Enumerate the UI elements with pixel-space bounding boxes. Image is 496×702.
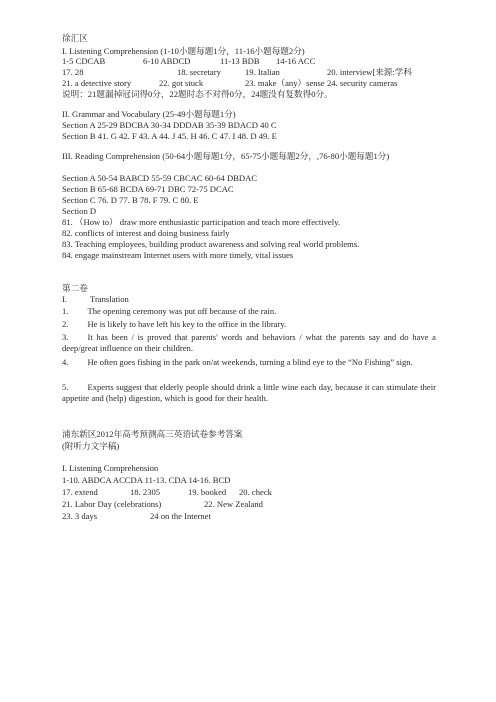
answer-item: 21. a detective story xyxy=(62,78,132,88)
answer-item: 23. 3 days xyxy=(62,511,98,521)
answer-item: 18. 2305 xyxy=(130,487,161,497)
section-number: I. xyxy=(62,294,68,304)
listening-answers-pudong: 1-10. ABDCA ACCDA 11-13. CDA 14-16. BCD xyxy=(62,475,231,485)
answer-group: 11-13 BDB xyxy=(220,56,260,66)
translation-item-5 xyxy=(62,382,436,404)
answer-item: 22. got stuck xyxy=(159,78,204,88)
answer-group: 1-5 CDCAB xyxy=(62,56,106,66)
answer-84: 84. engage mainstream Internet users with more timely, vital issues xyxy=(62,250,294,260)
reading-section-a: Section A 50-54 BABCD 55-59 CBCAC 60-64 DBDAC xyxy=(62,173,258,183)
listening-title: I. Listening Comprehension (1-10小题每题1分，11-16小题每题2分) xyxy=(62,46,305,56)
item-number: 5. xyxy=(62,382,69,392)
item-text: He is likely to have left his key to the office in the library. xyxy=(87,319,287,329)
answer-group: 6-10 ABDCD xyxy=(143,56,191,66)
translation-item-1 xyxy=(62,306,276,316)
transcript-subheading: (附听力文字稿) xyxy=(62,441,120,451)
district-heading-pudong: 浦东新区2012年高考预测高三英语试卷参考答案 xyxy=(62,429,243,439)
answer-82: 82. conflicts of interest and doing business fairly xyxy=(62,228,230,238)
answer-81: 81. （How to） draw more enthusiastic participation and teach more effectively. xyxy=(62,217,341,227)
reading-title: III. Reading Comprehension (50-64小题每题1分，65-75小题每题2分，,76-80小题每题1分) xyxy=(62,151,390,161)
answer-item: 18. secretary xyxy=(177,67,221,77)
translation-item-3 xyxy=(62,332,436,354)
volume-two-heading: 第二卷 xyxy=(62,283,88,293)
reading-section-c: Section C 76. D 77. B 78. F 79. C 80. E xyxy=(62,195,199,205)
reading-section-d: Section D xyxy=(62,206,97,216)
item-text: It has been / is proved that parents' words and behaviors / what the parents say and do have a deep/great influence on their children. xyxy=(62,332,436,353)
section-label: Translation xyxy=(90,294,129,304)
grammar-section-a: Section A 25-29 BDCBA 30-34 DDDAB 35-39 BDACD 40 C xyxy=(62,120,277,130)
answer-item: 19. Italian xyxy=(245,67,280,77)
answer-item: 21. Labor Day (celebrations) xyxy=(62,499,162,509)
scoring-note: 说明：21题漏掉冠词得0分，22题时态不对得0分，24题没有复数得0分。 xyxy=(62,89,333,99)
item-number: 3. xyxy=(62,332,69,342)
answer-item: 20. interview[来源:学科 xyxy=(327,67,412,77)
listening-title-pudong: I. Listening Comprehension xyxy=(62,463,159,473)
grammar-title: II. Grammar and Vocabulary (25-49小题每题1分) xyxy=(62,109,236,119)
item-text: Experts suggest that elderly people should drink a little wine each day, because it can stimulate their appetite and (help) digestion, which is good for their health. xyxy=(62,382,436,403)
item-number: 2. xyxy=(62,319,69,329)
answer-item: 17. extend xyxy=(62,487,98,497)
answer-item: 24 on the Internet xyxy=(150,511,211,521)
answer-item: 22. New Zealand xyxy=(204,499,263,509)
item-text: He often goes fishing in the park on/at weekends, turning a blind eye to the “No Fishing” sign. xyxy=(87,357,413,367)
answer-item: 20. check xyxy=(239,487,272,497)
item-text: The opening ceremony was put off because of the rain. xyxy=(87,306,277,316)
district-heading-xuhui: 徐汇区 xyxy=(62,33,88,43)
translation-item-2 xyxy=(62,319,286,329)
answer-item: 19. booked xyxy=(188,487,227,497)
translation-item-4 xyxy=(62,357,436,368)
answer-group: 14-16 ACC xyxy=(276,56,316,66)
item-number: 1. xyxy=(62,306,69,316)
answer-item: 23. make（any）sense xyxy=(245,78,325,88)
answer-83: 83. Teaching employees, building product awareness and solving real world problems. xyxy=(62,239,360,249)
answer-item: 17. 28 xyxy=(62,67,84,77)
answer-item: 24. security cameras xyxy=(327,78,398,88)
grammar-section-b: Section B 41. G 42. F 43. A 44. J 45. H 46. C 47. I 48. D 49. E xyxy=(62,131,277,141)
reading-section-b: Section B 65-68 BCDA 69-71 DBC 72-75 DCAC xyxy=(62,184,234,194)
item-number: 4. xyxy=(62,357,69,367)
